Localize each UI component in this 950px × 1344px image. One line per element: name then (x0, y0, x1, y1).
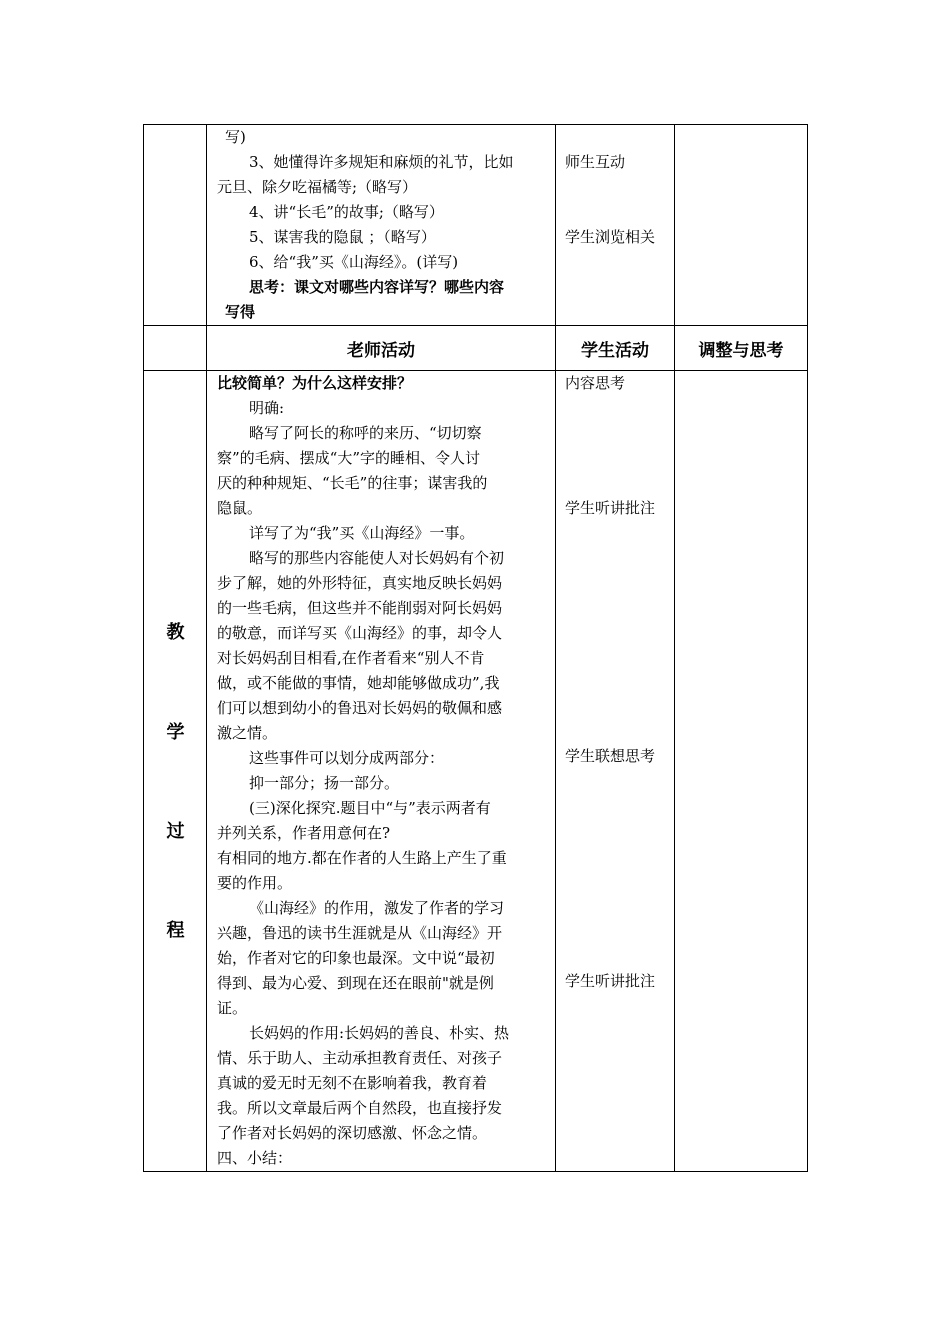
student-activity-cell (556, 371, 675, 1172)
text-line: 略写的那些内容能使人对长妈妈有个初 (249, 549, 505, 567)
text-line: 5、谋害我的隐鼠 ；（略写） (249, 228, 436, 246)
header-student-activity: 学生活动 (556, 326, 675, 371)
student-note: 学生听讲批注 (565, 499, 656, 517)
student-activity-cell (556, 125, 675, 326)
text-line: 们可以想到幼小的鲁迅对长妈妈的敬佩和感 (217, 699, 503, 717)
header-teacher-activity: 老师活动 (207, 326, 556, 371)
text-line: 步了解，她的外形特征，真实地反映长妈妈 (217, 574, 503, 592)
text-line: 做，或不能做的事情，她却能够做成功”,我 (217, 674, 500, 692)
stage-label-char: 教 (166, 622, 185, 643)
text-line: 察”的毛病、摆成“大”字的睡相、令人讨 (217, 449, 481, 467)
text-line: 略写了阿长的称呼的来历、“切切察 (249, 424, 482, 442)
table-row-continued (144, 125, 808, 326)
text-line: (三)深化探究.题目中“与”表示两者有 (249, 799, 491, 817)
student-note: 师生互动 (565, 153, 626, 171)
teacher-activity-cell (207, 371, 556, 1172)
text-line: 兴趣，鲁迅的读书生涯就是从《山海经》开 (217, 924, 503, 942)
text-line: 要的作用。 (217, 874, 293, 892)
text-line: 对长妈妈刮目相看,在作者看来“别人不肯 (217, 649, 485, 667)
text-line: 得到、最为心爱、到现在还在眼前"就是例 (217, 974, 494, 992)
student-note: 学生听讲批注 (565, 972, 656, 990)
text-line: 了作者对长妈妈的深切感激、怀念之情。 (217, 1124, 488, 1142)
text-line: 隐鼠。 (217, 499, 263, 517)
text-line: 3、她懂得许多规矩和麻烦的礼节，比如 (249, 153, 514, 171)
text-line: 《山海经》的作用，激发了作者的学习 (249, 899, 505, 917)
text-line: 的敬意，而详写买《山海经》的事，却令人 (217, 624, 503, 642)
stage-label-char: 过 (166, 821, 185, 842)
text-line-bold: 思考：课文对哪些内容详写？哪些内容 (249, 278, 505, 296)
stage-label-cell (144, 371, 207, 1172)
text-line-bold: 比较简单？为什么这样安排？ (217, 374, 413, 392)
adjust-cell (675, 371, 808, 1172)
text-line: 激之情。 (217, 724, 278, 742)
student-note: 学生浏览相关 (565, 228, 656, 246)
text-line: 情、乐于助人、主动承担教育责任、对孩子 (217, 1049, 503, 1067)
student-note: 内容思考 (565, 374, 626, 392)
text-line: 6、给“我”买《山海经》。(详写) (249, 253, 459, 271)
stage-cell-empty (144, 125, 207, 326)
lesson-plan-table (143, 124, 808, 1172)
stage-label-char: 程 (166, 920, 185, 941)
text-line: 真诚的爱无时无刻不在影响着我，教育着 (217, 1074, 488, 1092)
text-line: 我。所以文章最后两个自然段，也直接抒发 (217, 1099, 503, 1117)
text-line: 详写了为“我”买《山海经》一事。 (249, 524, 475, 542)
text-line: 元旦、除夕吃福橘等;（略写） (217, 178, 418, 196)
header-cell-empty (144, 326, 207, 371)
text-line: 长妈妈的作用:长妈妈的善良、朴实、热 (249, 1024, 510, 1042)
table-row-process (144, 371, 808, 1172)
stage-label-char: 学 (166, 722, 185, 743)
teacher-activity-cell (207, 125, 556, 326)
text-line: 四、小结： (217, 1149, 293, 1167)
text-line: 厌的种种规矩、“长毛”的往事；谋害我的 (217, 474, 488, 492)
text-line: 明确: (249, 399, 285, 417)
text-line: 写) (225, 128, 246, 146)
text-line: 抑一部分；扬一部分。 (249, 774, 400, 792)
text-line: 的一些毛病，但这些并不能削弱对阿长妈妈 (217, 599, 503, 617)
text-line: 4、讲“长毛”的故事;（略写） (249, 203, 444, 221)
text-line: 有相同的地方.都在作者的人生路上产生了重 (217, 849, 507, 867)
text-line: 证。 (217, 999, 248, 1017)
text-line: 并列关系，作者用意何在? (217, 824, 391, 842)
text-line: 这些事件可以划分成两部分： (249, 749, 445, 767)
adjust-cell (675, 125, 808, 326)
text-line: 始，作者对它的印象也最深。文中说“最初 (217, 949, 495, 967)
table-header-row (144, 326, 808, 371)
header-adjust-think: 调整与思考 (675, 326, 808, 371)
student-note: 学生联想思考 (565, 747, 656, 765)
text-line-bold: 写得 (225, 303, 256, 321)
